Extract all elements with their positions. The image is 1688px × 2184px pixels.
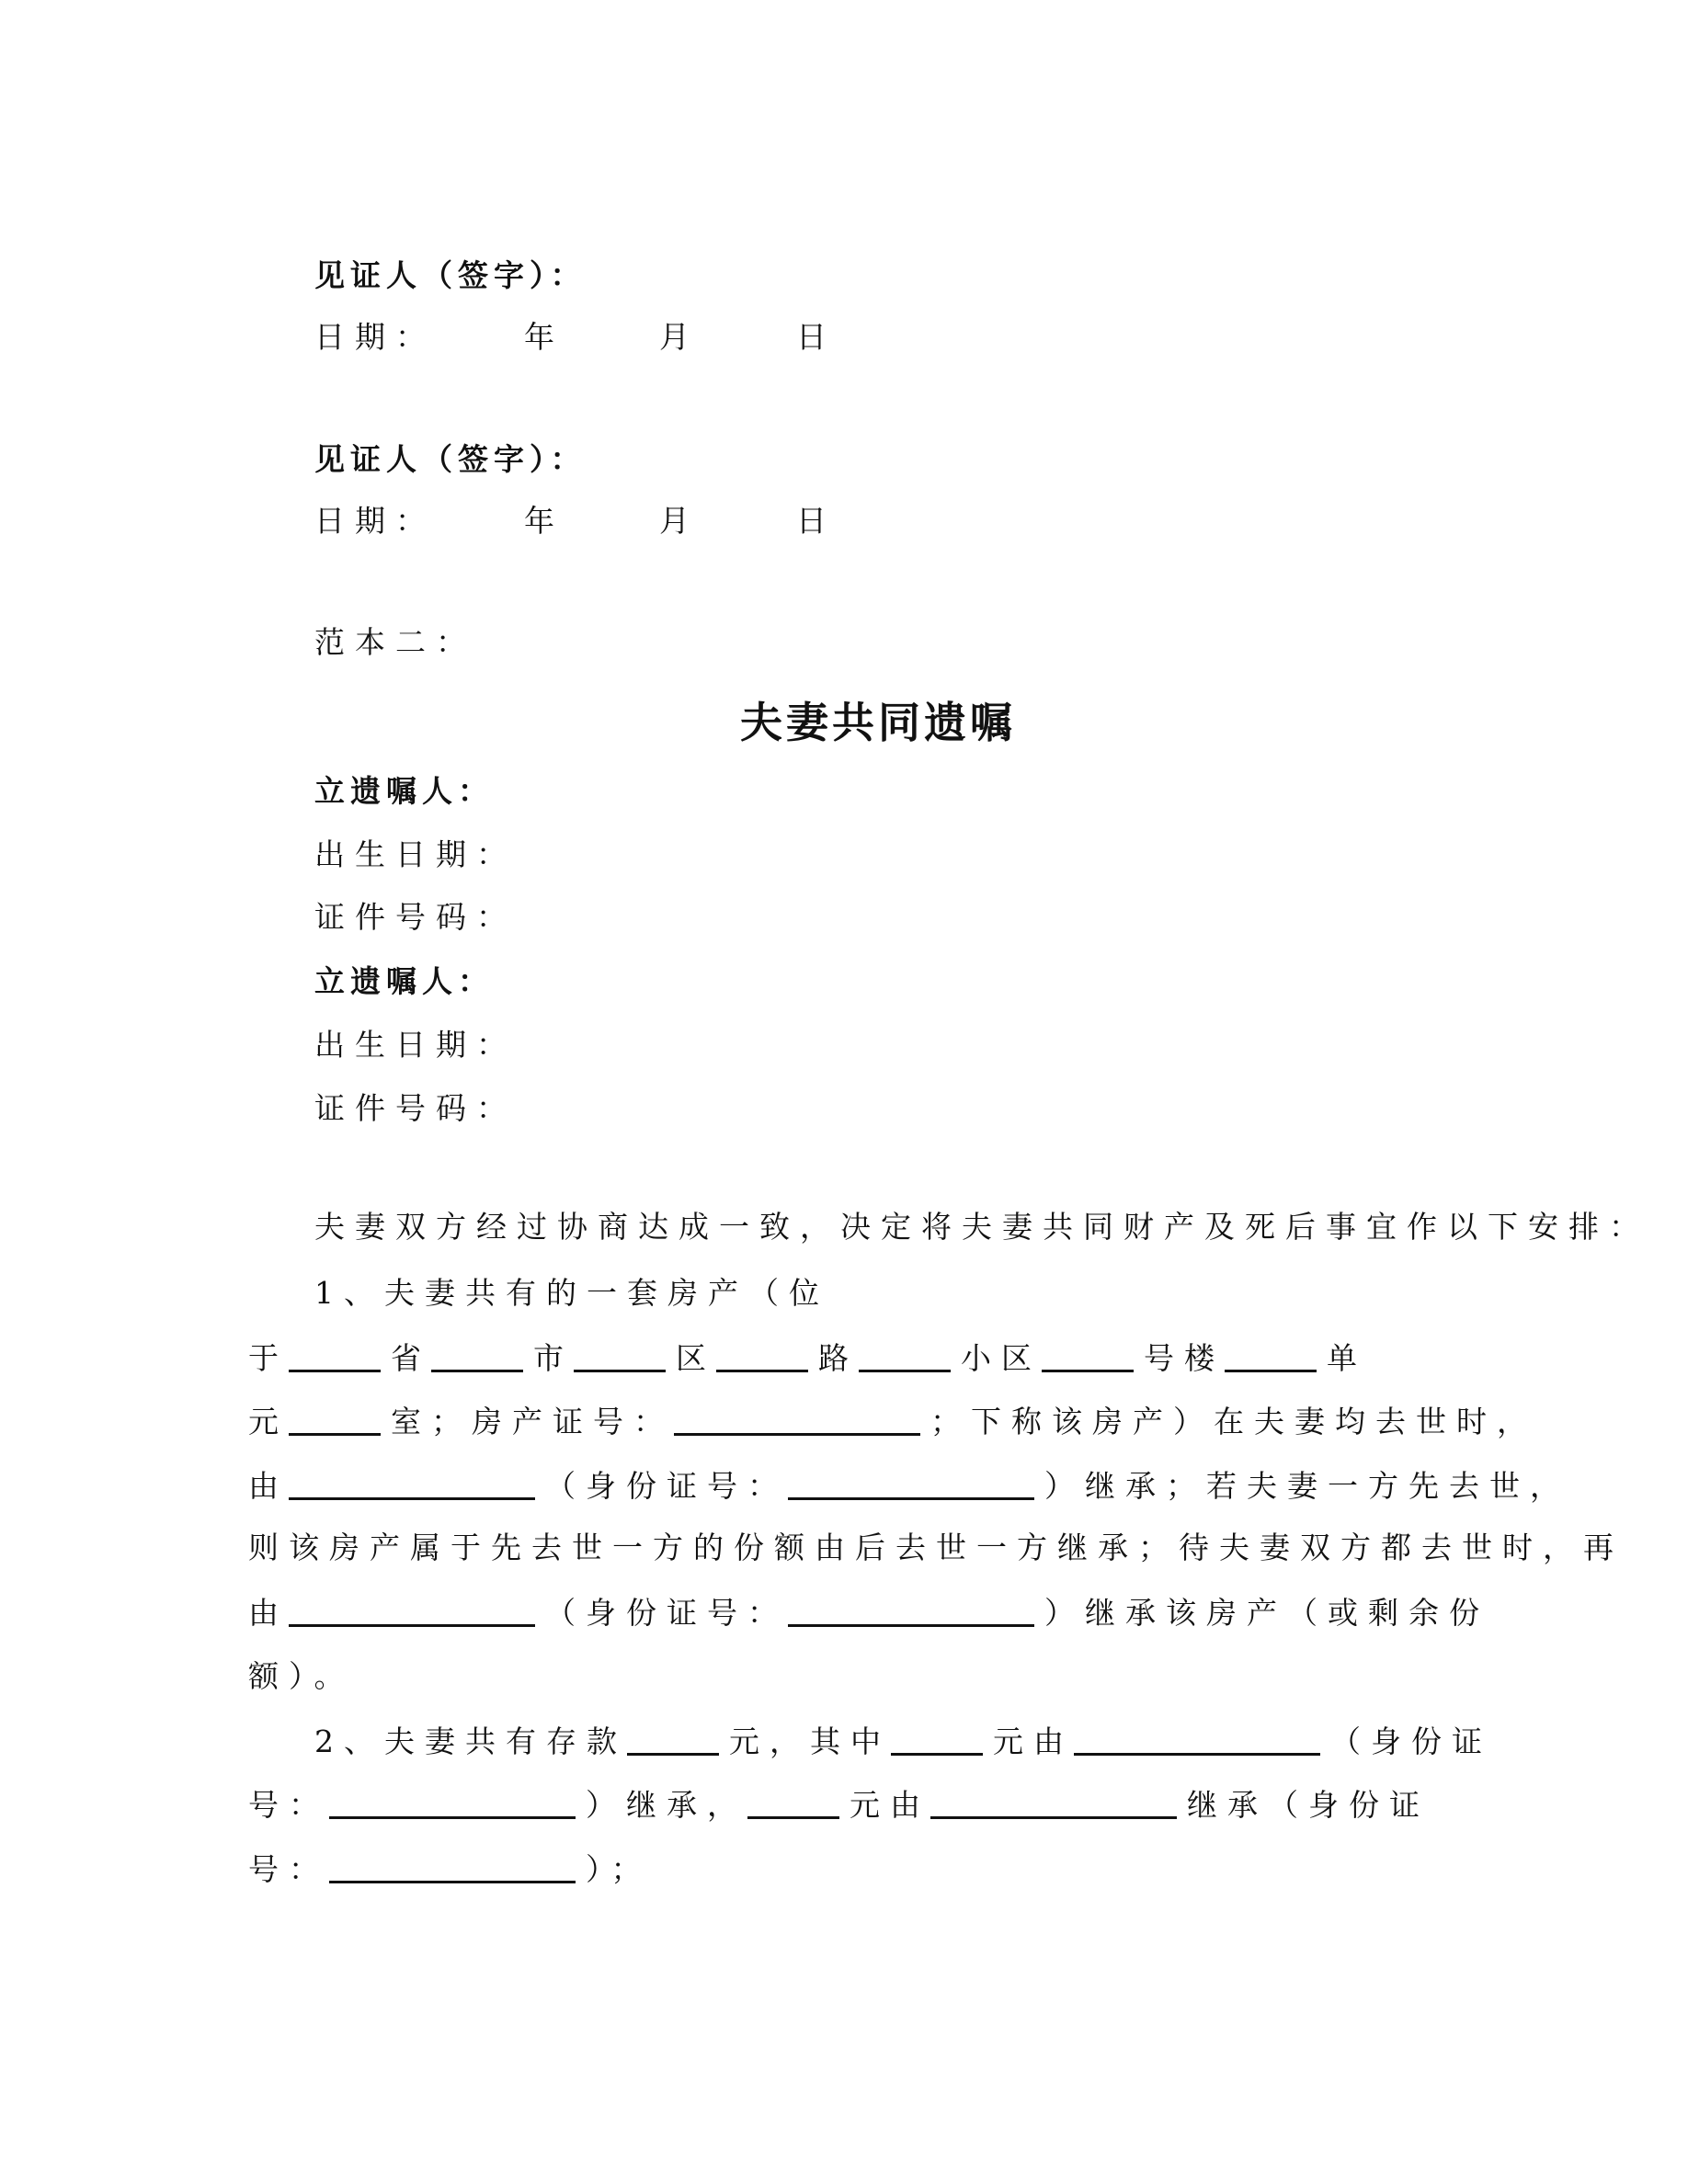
fill-in-blank[interactable] bbox=[289, 1591, 535, 1627]
body-line bbox=[248, 1848, 652, 1890]
testator-label: 立遗嘱人： bbox=[314, 963, 494, 999]
body-line bbox=[314, 1207, 1649, 1247]
body-text: 元由 bbox=[850, 1787, 930, 1823]
fill-in-blank[interactable] bbox=[329, 1848, 576, 1883]
body-text: 由 bbox=[248, 1468, 289, 1504]
date-label: 日期： bbox=[314, 503, 436, 539]
id-number-label: 证件号码： bbox=[314, 1090, 517, 1126]
fill-in-blank[interactable] bbox=[674, 1400, 920, 1436]
date-year: 年 bbox=[524, 319, 565, 355]
fill-in-blank[interactable] bbox=[859, 1337, 951, 1372]
body-text: 2、夫妻共有存款 bbox=[314, 1723, 627, 1759]
body-line bbox=[248, 1656, 355, 1697]
fill-in-blank[interactable] bbox=[627, 1720, 719, 1756]
fill-in-blank[interactable] bbox=[891, 1720, 983, 1756]
body-line bbox=[248, 1591, 1489, 1633]
fill-in-blank[interactable] bbox=[289, 1464, 535, 1500]
fill-in-blank[interactable] bbox=[289, 1337, 381, 1372]
id-number-label: 证件号码： bbox=[314, 899, 517, 935]
body-text: 元由 bbox=[993, 1723, 1074, 1759]
body-text: 号楼 bbox=[1144, 1340, 1225, 1376]
fill-in-blank[interactable] bbox=[574, 1337, 666, 1372]
body-text: 室；房产证号： bbox=[391, 1404, 674, 1439]
birth-date-label: 出生日期： bbox=[314, 836, 517, 872]
body-line bbox=[314, 1273, 829, 1314]
body-text: 1、夫妻共有的一套房产（位 bbox=[314, 1275, 829, 1311]
witness-signature-label: 见证人（签字）： bbox=[314, 257, 587, 293]
body-text: 于 bbox=[248, 1340, 289, 1376]
body-text: 单 bbox=[1327, 1340, 1367, 1376]
body-text: 省 bbox=[391, 1340, 431, 1376]
date-month: 月 bbox=[659, 503, 700, 539]
body-text: 路 bbox=[818, 1340, 859, 1376]
fill-in-blank[interactable] bbox=[716, 1337, 808, 1372]
witness-signature-label: 见证人（签字）： bbox=[314, 441, 587, 477]
body-line bbox=[248, 1783, 1430, 1826]
body-text: 则该房产属于先去世一方的份额由后去世一方继承；待夫妻双方都去世时，再 bbox=[248, 1530, 1624, 1565]
body-text: 号： bbox=[248, 1851, 329, 1887]
fill-in-blank[interactable] bbox=[930, 1783, 1177, 1819]
date-month: 月 bbox=[659, 319, 700, 355]
fill-in-blank[interactable] bbox=[431, 1337, 523, 1372]
fill-in-blank[interactable] bbox=[1225, 1337, 1317, 1372]
body-line bbox=[314, 1720, 1492, 1762]
date-year: 年 bbox=[524, 503, 565, 539]
document-title: 夫妻共同遗嘱 bbox=[740, 698, 1016, 747]
date-label: 日期： bbox=[314, 319, 436, 355]
fill-in-blank[interactable] bbox=[788, 1464, 1034, 1500]
body-text: 由 bbox=[248, 1595, 289, 1631]
body-line bbox=[248, 1400, 1537, 1442]
date-day: 日 bbox=[796, 319, 837, 355]
body-text: （身份证号： bbox=[545, 1468, 788, 1504]
body-text: （身份证 bbox=[1330, 1723, 1492, 1759]
body-text: 号： bbox=[248, 1787, 329, 1823]
body-text: 元，其中 bbox=[729, 1723, 891, 1759]
body-text: 继承（身份证 bbox=[1187, 1787, 1430, 1823]
testator-label: 立遗嘱人： bbox=[314, 773, 494, 809]
body-text: ）继承， bbox=[586, 1787, 747, 1823]
body-line bbox=[248, 1528, 1624, 1568]
body-text: ）继承；若夫妻一方先去世， bbox=[1044, 1468, 1570, 1504]
body-text: 额）。 bbox=[248, 1658, 355, 1694]
body-text: 区 bbox=[676, 1340, 716, 1376]
body-text: ；下称该房产）在夫妻均去世时， bbox=[930, 1404, 1537, 1439]
fill-in-blank[interactable] bbox=[329, 1783, 576, 1819]
date-day: 日 bbox=[796, 503, 837, 539]
sample-label: 范本二： bbox=[314, 624, 476, 660]
body-text: 小区 bbox=[961, 1340, 1042, 1376]
body-text: ）； bbox=[586, 1851, 652, 1887]
birth-date-label: 出生日期： bbox=[314, 1027, 517, 1063]
body-text: 市 bbox=[533, 1340, 574, 1376]
body-text: ）继承该房产（或剩余份 bbox=[1044, 1595, 1489, 1631]
fill-in-blank[interactable] bbox=[289, 1400, 381, 1436]
fill-in-blank[interactable] bbox=[788, 1591, 1034, 1627]
body-text: 夫妻双方经过协商达成一致，决定将夫妻共同财产及死后事宜作以下安排： bbox=[314, 1209, 1649, 1245]
fill-in-blank[interactable] bbox=[1042, 1337, 1134, 1372]
fill-in-blank[interactable] bbox=[747, 1783, 839, 1819]
body-line bbox=[248, 1337, 1367, 1379]
body-text: （身份证号： bbox=[545, 1595, 788, 1631]
body-text: 元 bbox=[248, 1404, 289, 1439]
body-line bbox=[248, 1464, 1570, 1507]
fill-in-blank[interactable] bbox=[1074, 1720, 1320, 1756]
